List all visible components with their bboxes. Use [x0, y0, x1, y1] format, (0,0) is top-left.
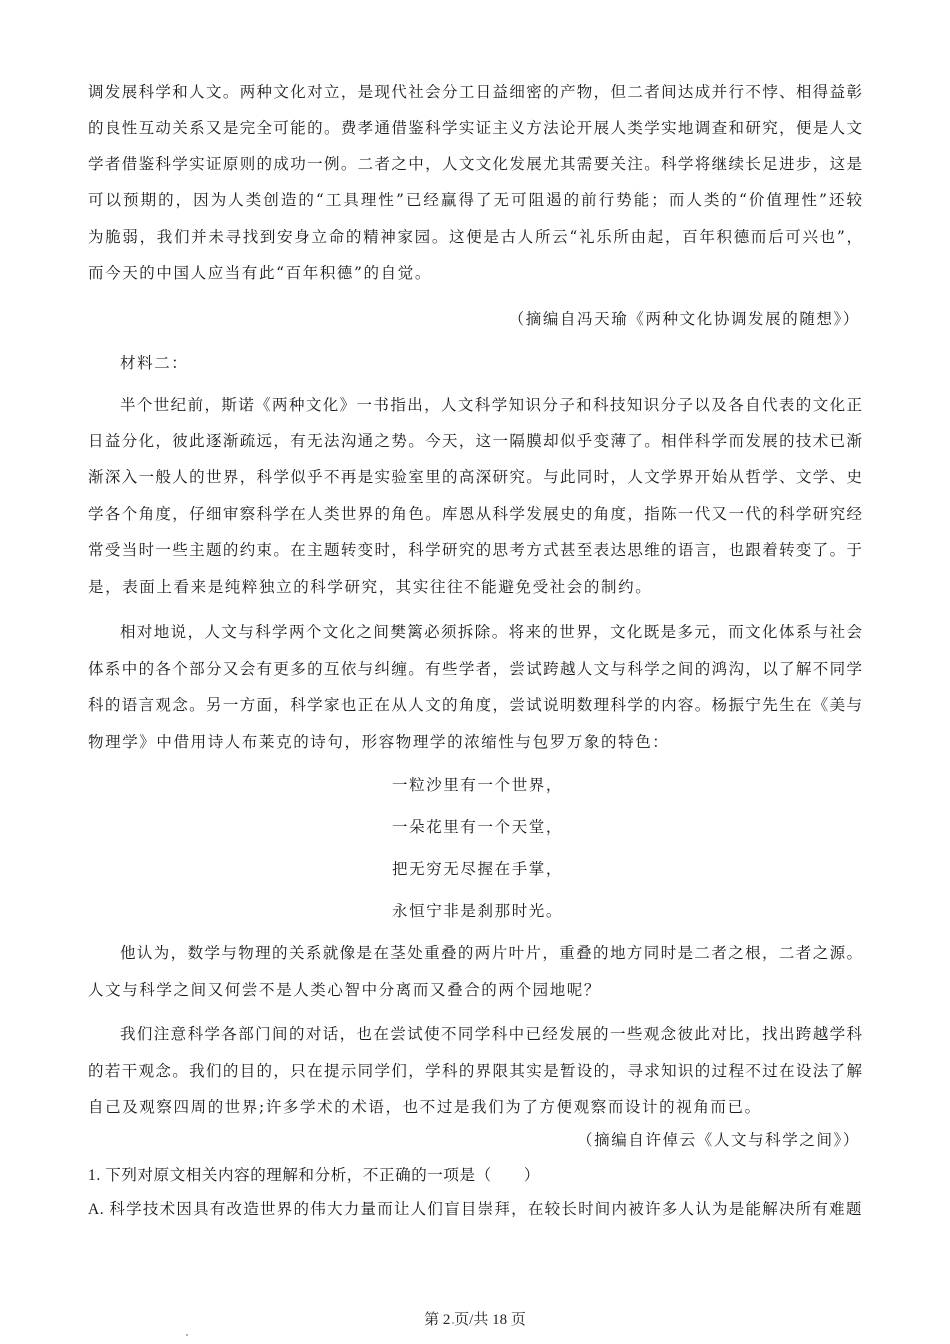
poem-line: 永恒宁非是刹那时光。 — [392, 902, 564, 920]
section-heading: 材料二： — [120, 354, 189, 372]
paragraph-line: 是，表面上看来是纯粹独立的科学研究，其实往往不能避免受社会的制约。 — [88, 578, 653, 596]
poem-line: 把无穷无尽握在手掌， — [392, 860, 564, 878]
paragraph-line: 半个世纪前，斯诺《两种文化》一书指出，人文科学知识分子和科技知识分子以及各自代表的文化正 — [120, 396, 862, 414]
paragraph-line: 自己及观察四周的世界;许多学术的术语，也不过是我们为了方便观察而设计的视角而已。 — [88, 1098, 762, 1116]
paragraph-line: 体系中的各个部分又会有更多的互依与纠缠。有些学者，尝试跨越人文与科学之间的鸿沟，以了解不同学 — [88, 660, 862, 678]
paragraph-line: 的若干观念。我们的目的，只在提示同学们，学科的界限其实是暂设的，寻求知识的过程不过在设法了解 — [88, 1062, 862, 1080]
paragraph-line: 科的语言观念。另一方面，科学家也正在从人文的角度，尝试说明数理科学的内容。杨振宁先生在《美与 — [88, 696, 862, 714]
scan-speck — [186, 1334, 188, 1336]
paragraph-line: 调发展科学和人文。两种文化对立，是现代社会分工日益细密的产物，但二者间达成并行不悖、相得益彰 — [88, 83, 862, 101]
paragraph-line: 我们注意科学各部门间的对话，也在尝试使不同学科中已经发展的一些观念彼此对比，找出跨越学科 — [120, 1025, 862, 1043]
paragraph-line: 相对地说，人文与科学两个文化之间樊篱必须拆除。将来的世界，文化既是多元，而文化体系与社会 — [120, 623, 862, 641]
paragraph-line: 他认为，数学与物理的关系就像是在茎处重叠的两片叶片，重叠的地方同时是二者之根，二者之源。 — [120, 944, 862, 962]
poem-line: 一朵花里有一个天堂， — [392, 818, 564, 836]
paragraph-line: 物理学》中借用诗人布莱克的诗句，形容物理学的浓缩性与包罗万象的特色： — [88, 733, 670, 751]
answer-option-a: A. 科学技术因具有改造世界的伟大力量而让人们盲目崇拜，在较长时间内被许多人认为是能解决所有难题 — [88, 1201, 862, 1218]
paragraph-line: 可以预期的，因为人类创造的“工具理性”已经赢得了无可阻遏的前行势能；而人类的“价值理性”还较 — [88, 191, 862, 209]
paragraph-line: 常受当时一些主题的约束。在主题转变时，科学研究的思考方式甚至表达思维的语言，也跟着转变了。于 — [88, 541, 862, 559]
question-stem: 1. 下列对原文相关内容的理解和分析，不正确的一项是（ ） — [88, 1167, 541, 1184]
paragraph-line: 渐深入一般人的世界，科学似乎不再是实验室里的高深研究。与此同时，人文学界开始从哲学、文学、史 — [88, 468, 862, 486]
paragraph-line: 日益分化，彼此逐渐疏远，有无法沟通之势。今天，这一隔膜却似乎变薄了。相伴科学而发展的技术已渐 — [88, 432, 862, 450]
paragraph-line: 而今天的中国人应当有此“百年积德”的自觉。 — [88, 264, 432, 282]
page-footer: 第 2 页/共 18 页 — [424, 1312, 526, 1328]
source-citation: （摘编自冯天瑜《两种文化协调发展的随想》） — [508, 310, 860, 328]
paragraph-line: 的良性互动关系又是完全可能的。费孝通借鉴科学实证主义方法论开展人类学实地调查和研究，便是人文 — [88, 119, 862, 137]
paragraph-line: 人文与科学之间又何尝不是人类心智中分离而又叠合的两个园地呢？ — [88, 981, 602, 999]
paragraph-line: 学各个角度，仔细审察科学在人类世界的角色。库恩从科学发展史的角度，指陈一代又一代的科学研究经 — [88, 505, 862, 523]
paragraph-line: 为脆弱，我们并未寻找到安身立命的精神家园。这便是古人所云“礼乐所由起，百年积德而后可兴也”， — [88, 228, 862, 246]
poem-line: 一粒沙里有一个世界， — [392, 776, 564, 794]
paragraph-line: 学者借鉴科学实证原则的成功一例。二者之中，人文文化发展尤其需要关注。科学将继续长足进步，这是 — [88, 155, 862, 173]
source-citation: （摘编自许倬云《人文与科学之间》） — [577, 1131, 860, 1149]
